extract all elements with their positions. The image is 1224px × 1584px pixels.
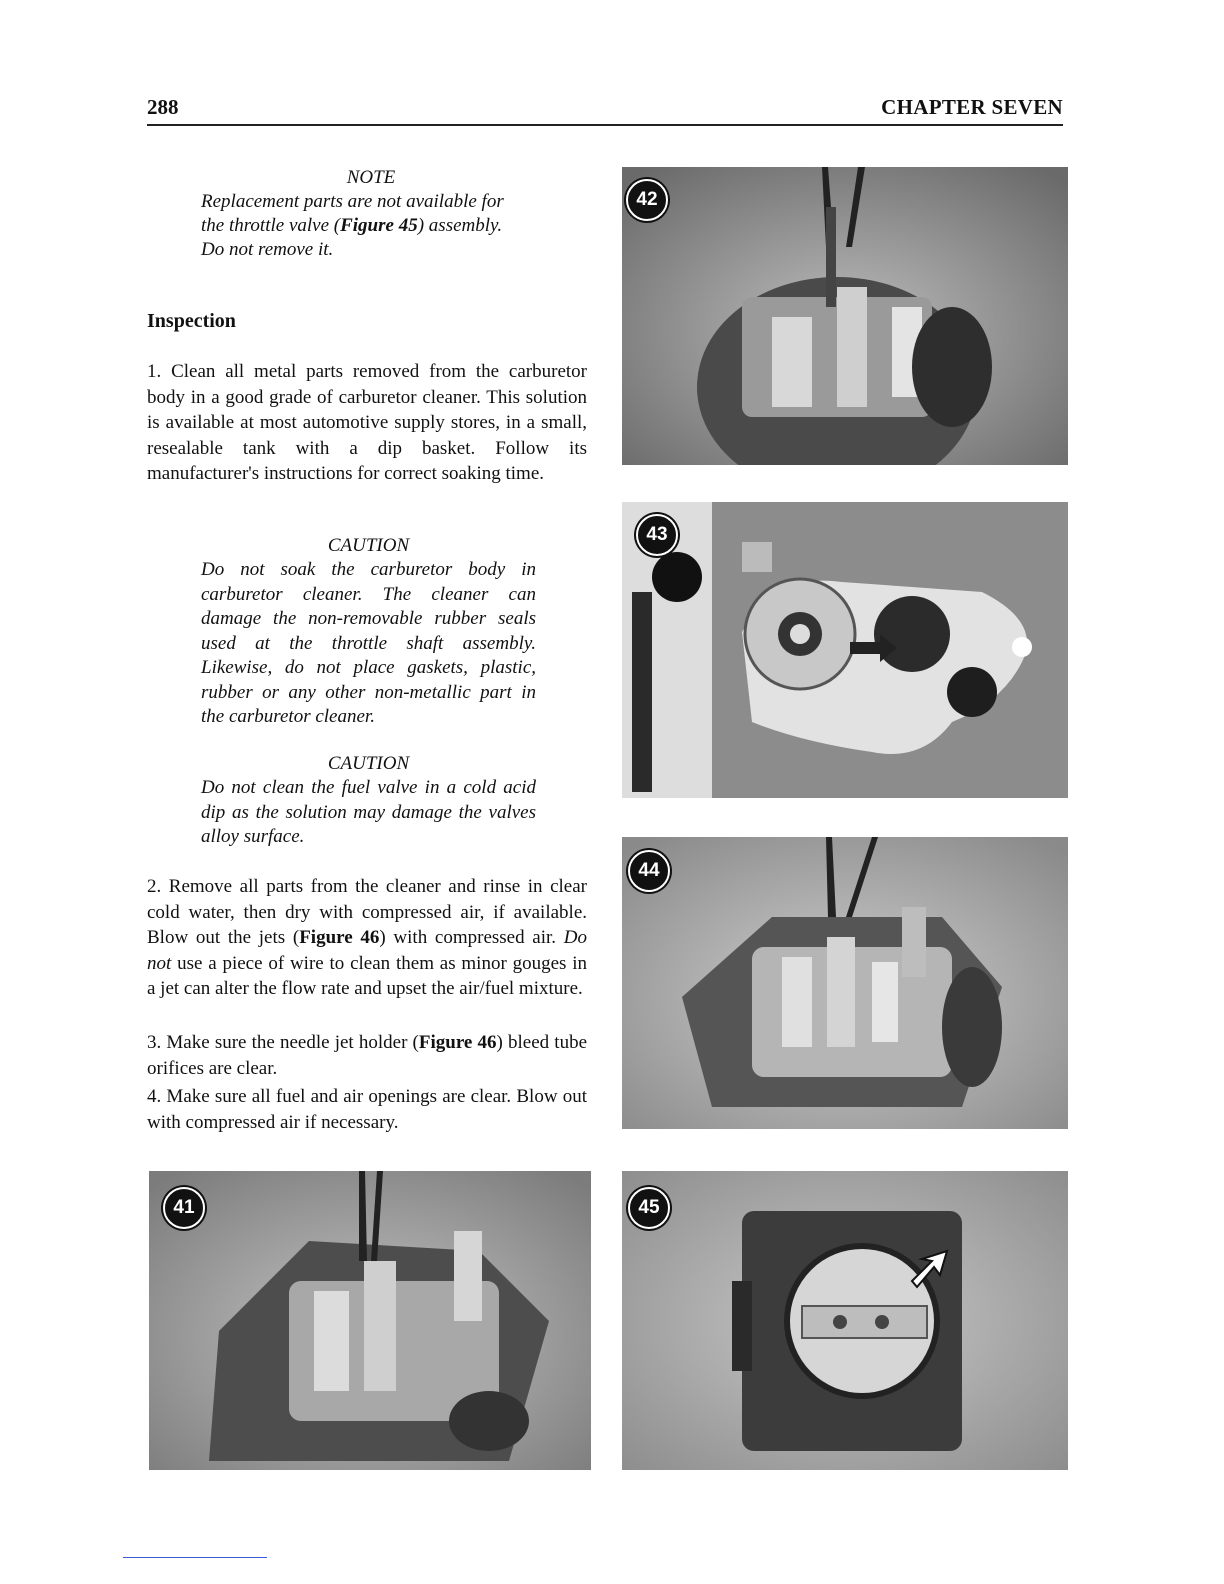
step-3: 3. Make sure the needle jet holder (Figure 46) bleed tube orifices are clear. [147, 1032, 588, 1079]
step-3-figure-ref: Figure 46 [418, 1032, 497, 1053]
page-number: 288 [147, 95, 179, 119]
caution-text-1: Do not soak the carburetor body in carburetor cleaner. The cleaner can damage the non-removable rubber seals used at the throttle shaft assembly. Likewise, do not place gaskets, plastic, rubber or any other non-metallic part in the carburetor cleaner. [201, 559, 536, 727]
note-line-3: Do not remove it. [201, 239, 334, 260]
step-2: 2. Remove all parts from the cleaner and rinse in clear cold water, then dry with compressed air, if available. Blow out the jets (Figure 46) with compressed air. Do not use a piece of wire to clean them as minor gouges in a jet can alter the flow rate and upset the air/fuel mixture. [147, 876, 587, 999]
figure-43-photo [622, 502, 1068, 798]
step-2-emphasis: Do not [147, 927, 587, 974]
header-rule [147, 124, 1063, 126]
caution-block-1 [201, 534, 536, 730]
step-1: 1. Clean all metal parts removed from the carburetor body in a good grade of carburetor cleaner. This solution is available at most automotive supply stores, in a small, resealable tank with a dip basket. Follow its manufacturer's instructions for correct soaking time. [147, 361, 587, 484]
figure-42-photo [622, 167, 1068, 465]
figure-42-label: 42 [626, 179, 668, 221]
page-header [147, 95, 1063, 125]
figure-45-photo [622, 1171, 1068, 1470]
step-4: 4. Make sure all fuel and air openings are clear. Blow out with compressed air if necessary. [147, 1086, 587, 1133]
figure-44-photo [622, 837, 1068, 1129]
note-line-1: Replacement parts are not available for [201, 191, 504, 212]
chapter-title: CHAPTER SEVEN [881, 95, 1063, 119]
figure-43-label: 43 [636, 514, 678, 556]
footer-line [123, 1557, 267, 1558]
caution-block-2 [201, 752, 536, 850]
caution-title-2: CAUTION [327, 753, 410, 774]
section-heading: Inspection [147, 310, 236, 332]
figure-44-label: 44 [628, 850, 670, 892]
caution-title-1: CAUTION [327, 535, 410, 556]
step-2-figure-ref: Figure 46 [299, 927, 380, 948]
figure-41-label: 41 [163, 1187, 205, 1229]
note-figure-ref: Figure 45 [340, 215, 418, 236]
note-line-2a: the throttle valve ( [201, 215, 341, 236]
figure-41-photo [149, 1171, 591, 1470]
figure-45-label: 45 [628, 1187, 670, 1229]
note-block [201, 166, 541, 262]
caution-text-2: Do not clean the fuel valve in a cold acid dip as the solution may damage the valves alloy surface. [201, 777, 536, 847]
note-text [201, 190, 541, 262]
note-line-2b: ) assembly. [417, 215, 503, 236]
note-title: NOTE [346, 167, 396, 188]
